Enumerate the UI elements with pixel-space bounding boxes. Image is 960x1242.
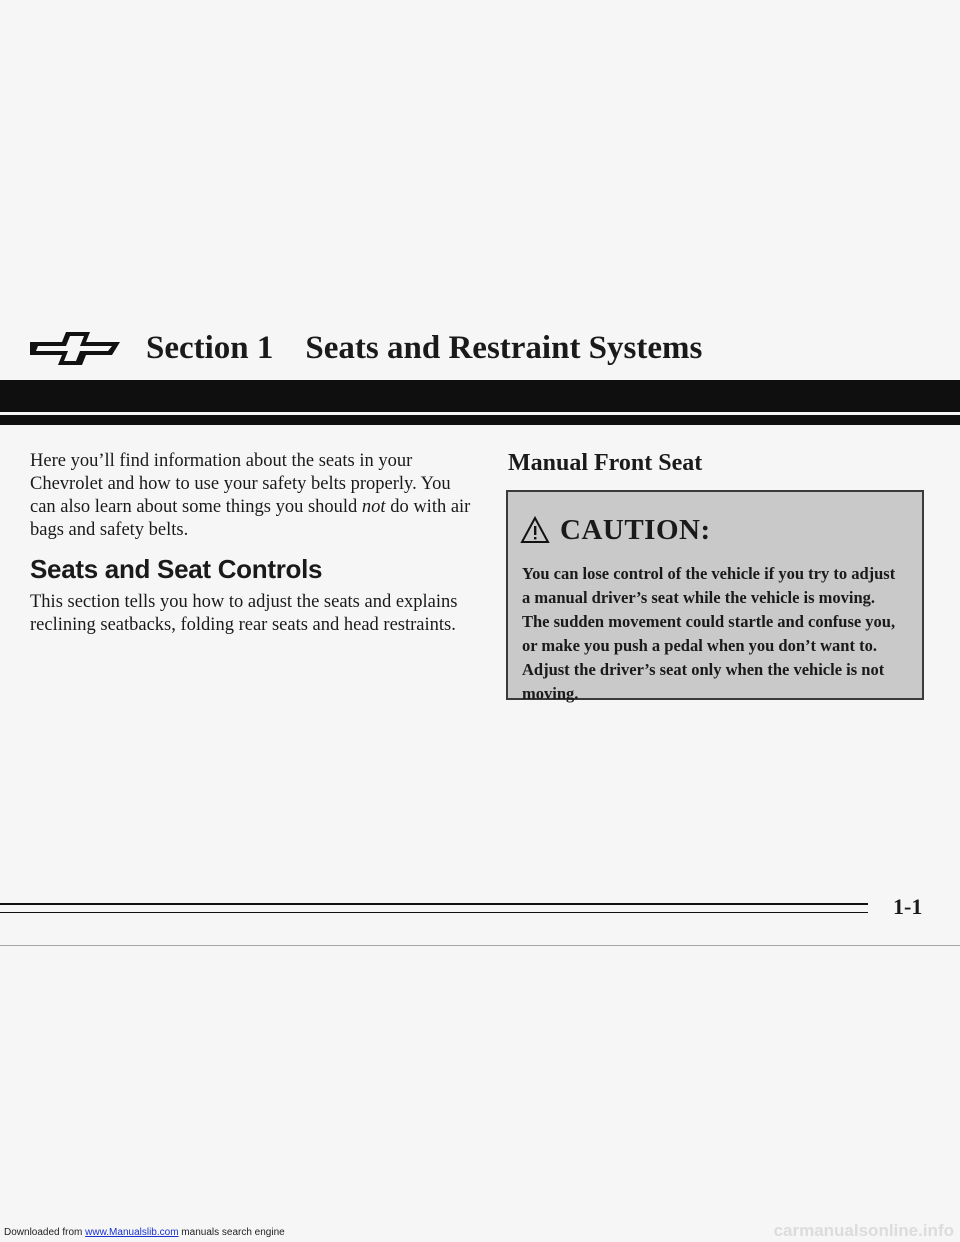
header-bar	[0, 380, 960, 412]
caution-box	[506, 490, 924, 703]
section-title: Seats and Restraint Systems	[305, 329, 703, 366]
section-header	[28, 326, 702, 370]
chevrolet-bowtie-icon	[28, 328, 124, 368]
footer-rule	[0, 903, 868, 905]
caution-text: You can lose control of the vehicle if you try to adjust a manual driver’s seat while the vehicle is moving. The sudden movement could startle and confuse you, or make you push a pedal when you don’t want to. Adjust the driver’s seat only when the vehicle is not moving.	[522, 564, 896, 703]
footer-rule-thin	[0, 912, 868, 913]
download-footer: Downloaded from www.Manualslib.com manuals search engine	[4, 1227, 285, 1238]
emphasis-not: not	[361, 497, 386, 517]
manual-front-seat-heading: Manual Front Seat	[508, 450, 703, 476]
caution-header	[520, 512, 906, 548]
watermark: carmanualsonline.info	[773, 1221, 954, 1240]
seats-description: This section tells you how to adjust the seats and explains reclining seatbacks, folding rear seats and head restraints.	[30, 592, 458, 635]
intro-paragraph: Here you’ll find information about the seats in your Chevrolet and how to use your safety belts properly. You can also learn about some things you should not do with air bags and safety belts.	[30, 451, 471, 540]
seats-heading: Seats and Seat Controls	[30, 554, 323, 584]
page-number: 1-1	[893, 894, 923, 919]
section-number: Section 1	[146, 329, 274, 366]
left-column	[30, 450, 475, 637]
header-bar-thin	[0, 415, 960, 425]
scan-edge-line	[0, 945, 960, 946]
warning-triangle-icon	[520, 516, 550, 544]
manualslib-link[interactable]: www.Manualslib.com	[85, 1227, 179, 1238]
caution-title: CAUTION:	[560, 513, 711, 546]
